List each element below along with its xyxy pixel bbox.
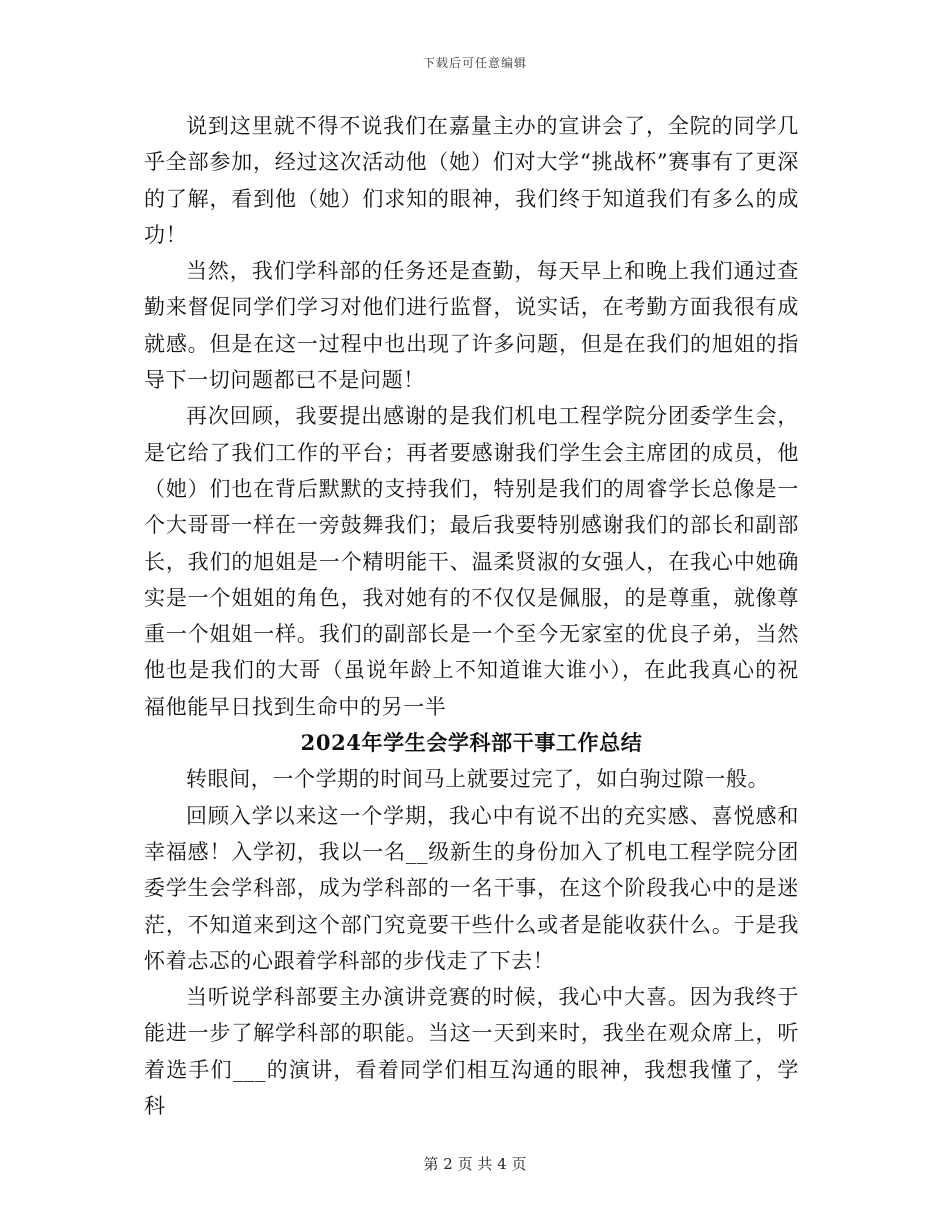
section-title: 2024年学生会学科部干事工作总结: [300, 730, 643, 756]
paragraph-time-flies: 转眼间，一个学期的时间马上就要过完了，如白驹过隙一般。: [186, 767, 770, 792]
paragraph-attendance-check: 当然，我们学科部的任务还是查勤，每天早上和晚上我们通过查勤来督促同学们学习对他们进行监督，说实话，在考勤方面我很有成就感。但是在这一过程中也出现了许多问题，但是在我们的旭姐的指导下一切问题都已不是问题！: [144, 259, 799, 393]
document-body: [144, 108, 799, 1124]
paragraph-seminar: 说到这里就不得不说我们在嘉量主办的宣讲会了，全院的同学几乎全部参加，经过这次活动他（她）们对大学“挑战杯”赛事有了更深的了解，看到他（她）们求知的眼神，我们终于知道我们有多么的成功！: [144, 114, 799, 247]
paragraph-speech-contest: 当听说学科部要主办演讲竞赛的时候，我心中大喜。因为我终于能进一步了解学科部的职能。当这一天到来时，我坐在观众席上，听着选手们___的演讲，看着同学们相互沟通的眼神，我想我懂了，学科: [144, 985, 799, 1119]
paragraph-thanks: 再次回顾，我要提出感谢的是我们机电工程学院分团委学生会，是它给了我们工作的平台；再者要感谢我们学生会主席团的成员，他（她）们也在背后默默的支持我们，特别是我们的周睿学长总像是一个大哥哥一样在一旁鼓舞我们；最后我要特别感谢我们的部长和副部长，我们的旭姐是一个精明能干、温柔贤淑的女强人，在我心中她确实是一个姐姐的角色，我对她有的不仅仅是佩服，的是尊重，就像尊重一个姐姐一样。我们的副部长是一个至今无家室的优良子弟，当然他也是我们的大哥（虽说年龄上不知道谁大谁小），在此我真心的祝福他能早日找到生命中的另一半: [144, 404, 799, 719]
header-note: 下载后可任意编辑: [422, 56, 527, 70]
page-number: 第 2 页 共 4 页: [423, 1155, 527, 1173]
paragraph-semester-review: 回顾入学以来这一个学期，我心中有说不出的充实感、喜悦感和幸福感！入学初，我以一名__级新生的身份加入了机电工程学院分团委学生会学科部，成为学科部的一名干事，在这个阶段我心中的是迷茫，不知道来到这个部门究竟要干些什么或者是能收获什么。于是我怀着忐忑的心跟着学科部的步伐走了下去！: [144, 803, 799, 973]
